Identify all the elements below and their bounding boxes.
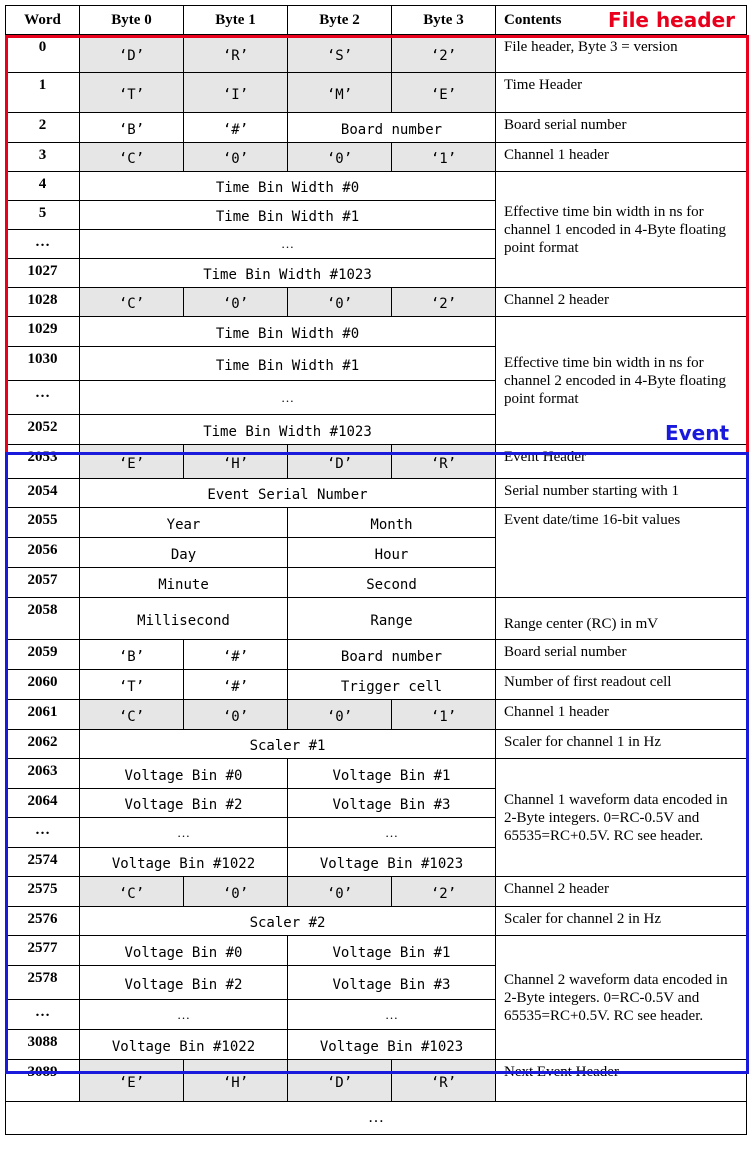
byte-cell: ‘E’: [80, 445, 184, 479]
contents-cell: Range center (RC) in mV: [496, 598, 747, 640]
contents-cell: Effective time bin width in ns for channel 2 encoded in 4-Byte floating point format: [496, 317, 747, 445]
word-number: 2058: [6, 598, 80, 640]
contents-cell: Time Header: [496, 73, 747, 113]
table-row-word-1029: [6, 317, 747, 347]
scaler-cell: Scaler #2: [80, 907, 496, 936]
voltage-bin-cell: Voltage Bin #0: [80, 936, 288, 966]
table-row-word-2063: [6, 759, 747, 789]
byte-cell: ‘M’: [288, 73, 392, 113]
table-row-word-2575: [6, 877, 747, 907]
header-byte3: Byte 3: [392, 6, 496, 35]
table-row-word-3: [6, 143, 747, 172]
word-number: 1029: [6, 317, 80, 347]
byte-cell: ‘2’: [392, 35, 496, 73]
header-byte1: Byte 1: [184, 6, 288, 35]
word-number: 5: [6, 201, 80, 230]
voltage-bin-cell: Voltage Bin #1023: [288, 848, 496, 877]
word-number: 1027: [6, 259, 80, 288]
table-row-word-2058: [6, 598, 747, 640]
word-number: 2062: [6, 730, 80, 759]
byte-cell: ‘0’: [288, 143, 392, 172]
byte-cell: ‘C’: [80, 877, 184, 907]
word-number: 0: [6, 35, 80, 73]
byte-cell: ‘R’: [392, 445, 496, 479]
file-header-label: File header: [608, 8, 735, 32]
byte-cell: ‘0’: [184, 288, 288, 317]
byte-cell: ‘0’: [184, 700, 288, 730]
voltage-bin-cell: Voltage Bin #0: [80, 759, 288, 789]
time-bin-width-cell: Time Bin Width #1: [80, 201, 496, 230]
table-row-word-2060: [6, 670, 747, 700]
byte-cell: ‘E’: [392, 73, 496, 113]
high-half-cell: Month: [288, 508, 496, 538]
table-row-word-1: [6, 73, 747, 113]
byte-cell: ‘D’: [80, 35, 184, 73]
word-number: 3: [6, 143, 80, 172]
byte-cell: ‘T’: [80, 670, 184, 700]
word-number: 2057: [6, 568, 80, 598]
byte-cell: ‘B’: [80, 113, 184, 143]
word-number: 2578: [6, 966, 80, 1000]
byte-cell: ‘H’: [184, 1060, 288, 1102]
byte-cell: ‘B’: [80, 640, 184, 670]
table-row-word-2061: [6, 700, 747, 730]
word-number: 2054: [6, 479, 80, 508]
table-row-word-2576: [6, 907, 747, 936]
table-row-word-2062: [6, 730, 747, 759]
table-row-word-4: [6, 172, 747, 201]
word-number: …: [6, 1000, 80, 1030]
table-row-word-2059: [6, 640, 747, 670]
ellipsis-cell: …: [80, 1000, 288, 1030]
table-row-word-2055: [6, 508, 747, 538]
header-word: Word: [6, 6, 80, 35]
byte-cell: ‘1’: [392, 143, 496, 172]
scaler-cell: Scaler #1: [80, 730, 496, 759]
file-format-table: [5, 5, 747, 1135]
byte-cell: ‘0’: [184, 143, 288, 172]
table-row-word-0: [6, 35, 747, 73]
high-half-cell: Hour: [288, 538, 496, 568]
high-half-cell: Second: [288, 568, 496, 598]
high-half-cell: Range: [288, 598, 496, 640]
byte-cell: ‘R’: [184, 35, 288, 73]
voltage-bin-cell: Voltage Bin #1: [288, 759, 496, 789]
word-number: 1: [6, 73, 80, 113]
word-number: 1028: [6, 288, 80, 317]
table-row-word-3089: [6, 1060, 747, 1102]
ellipsis-cell: …: [80, 818, 288, 848]
byte-cell: ‘C’: [80, 288, 184, 317]
byte-cell: ‘2’: [392, 877, 496, 907]
ellipsis-cell: …: [288, 1000, 496, 1030]
board-number-cell: Board number: [288, 640, 496, 670]
word-number: 2575: [6, 877, 80, 907]
word-number: …: [6, 381, 80, 415]
byte-cell: ‘1’: [392, 700, 496, 730]
contents-cell: Channel 2 header: [496, 877, 747, 907]
contents-cell: Scaler for channel 2 in Hz: [496, 907, 747, 936]
ellipsis-cell: …: [288, 818, 496, 848]
word-number: 2055: [6, 508, 80, 538]
table-row-word-2: [6, 113, 747, 143]
header-byte0: Byte 0: [80, 6, 184, 35]
contents-cell: Board serial number: [496, 113, 747, 143]
time-bin-width-cell: Time Bin Width #0: [80, 172, 496, 201]
low-half-cell: Day: [80, 538, 288, 568]
contents-cell: Serial number starting with 1: [496, 479, 747, 508]
file-format-table-container: [5, 5, 746, 1135]
byte-cell: ‘D’: [288, 445, 392, 479]
contents-cell: Event Header: [496, 445, 747, 479]
byte-cell: ‘H’: [184, 445, 288, 479]
event-label: Event: [664, 421, 729, 445]
byte-cell: ‘R’: [392, 1060, 496, 1102]
voltage-bin-cell: Voltage Bin #2: [80, 789, 288, 818]
word-number: 2063: [6, 759, 80, 789]
word-number: …: [6, 818, 80, 848]
table-row-word-2053: [6, 445, 747, 479]
byte-cell: ‘#’: [184, 640, 288, 670]
word-number: 2064: [6, 789, 80, 818]
byte-cell: ‘#’: [184, 670, 288, 700]
table-row-word-2054: [6, 479, 747, 508]
word-number: 2061: [6, 700, 80, 730]
word-number: 4: [6, 172, 80, 201]
byte-cell: ‘T’: [80, 73, 184, 113]
byte-cell: ‘0’: [288, 288, 392, 317]
word-number: 2577: [6, 936, 80, 966]
contents-cell: File header, Byte 3 = version: [496, 35, 747, 73]
word-number: 2053: [6, 445, 80, 479]
table-row-word-1028: [6, 288, 747, 317]
word-number: 3089: [6, 1060, 80, 1102]
voltage-bin-cell: Voltage Bin #1: [288, 936, 496, 966]
ellipsis-cell: …: [80, 230, 496, 259]
byte-cell: ‘0’: [288, 700, 392, 730]
contents-cell: Scaler for channel 1 in Hz: [496, 730, 747, 759]
word-number: 2060: [6, 670, 80, 700]
word-number: 2: [6, 113, 80, 143]
ellipsis-cell: …: [80, 381, 496, 415]
table-row-word-2577: [6, 936, 747, 966]
time-bin-width-cell: Time Bin Width #1: [80, 347, 496, 381]
time-bin-width-cell: Time Bin Width #1023: [80, 259, 496, 288]
contents-cell: Channel 1 header: [496, 700, 747, 730]
byte-cell: ‘C’: [80, 700, 184, 730]
low-half-cell: Millisecond: [80, 598, 288, 640]
byte-cell: ‘C’: [80, 143, 184, 172]
byte-cell: ‘I’: [184, 73, 288, 113]
time-bin-width-cell: Time Bin Width #0: [80, 317, 496, 347]
contents-cell: Number of first readout cell: [496, 670, 747, 700]
byte-cell: ‘D’: [288, 1060, 392, 1102]
word-number: 2574: [6, 848, 80, 877]
trigger-cell-cell: Trigger cell: [288, 670, 496, 700]
event-serial-number-cell: Event Serial Number: [80, 479, 496, 508]
table-row-continuation: [6, 1102, 747, 1135]
voltage-bin-cell: Voltage Bin #3: [288, 966, 496, 1000]
byte-cell: ‘E’: [80, 1060, 184, 1102]
low-half-cell: Minute: [80, 568, 288, 598]
byte-cell: ‘0’: [184, 877, 288, 907]
voltage-bin-cell: Voltage Bin #1023: [288, 1030, 496, 1060]
byte-cell: ‘0’: [288, 877, 392, 907]
byte-cell: ‘#’: [184, 113, 288, 143]
contents-cell: Next Event Header: [496, 1060, 747, 1102]
word-number: …: [6, 230, 80, 259]
voltage-bin-cell: Voltage Bin #2: [80, 966, 288, 1000]
word-number: 2056: [6, 538, 80, 568]
contents-cell: Channel 1 header: [496, 143, 747, 172]
header-byte2: Byte 2: [288, 6, 392, 35]
word-number: 2052: [6, 415, 80, 445]
contents-cell: Channel 1 waveform data encoded in 2-Byte integers. 0=RC-0.5V and 65535=RC+0.5V. RC see header.: [496, 759, 747, 877]
byte-cell: ‘S’: [288, 35, 392, 73]
word-number: 2059: [6, 640, 80, 670]
contents-cell: Channel 2 header: [496, 288, 747, 317]
word-number: 1030: [6, 347, 80, 381]
contents-cell: Channel 2 waveform data encoded in 2-Byte integers. 0=RC-0.5V and 65535=RC+0.5V. RC see header.: [496, 936, 747, 1060]
contents-cell: Board serial number: [496, 640, 747, 670]
byte-cell: ‘2’: [392, 288, 496, 317]
word-number: 3088: [6, 1030, 80, 1060]
header-contents: Contents: [496, 6, 747, 35]
board-number-cell: Board number: [288, 113, 496, 143]
continuation-ellipsis: …: [6, 1102, 747, 1135]
voltage-bin-cell: Voltage Bin #1022: [80, 848, 288, 877]
time-bin-width-cell: Time Bin Width #1023: [80, 415, 496, 445]
word-number: 2576: [6, 907, 80, 936]
low-half-cell: Year: [80, 508, 288, 538]
contents-cell: Event date/time 16-bit values: [496, 508, 747, 598]
voltage-bin-cell: Voltage Bin #3: [288, 789, 496, 818]
contents-cell: Effective time bin width in ns for channel 1 encoded in 4-Byte floating point format: [496, 172, 747, 288]
voltage-bin-cell: Voltage Bin #1022: [80, 1030, 288, 1060]
